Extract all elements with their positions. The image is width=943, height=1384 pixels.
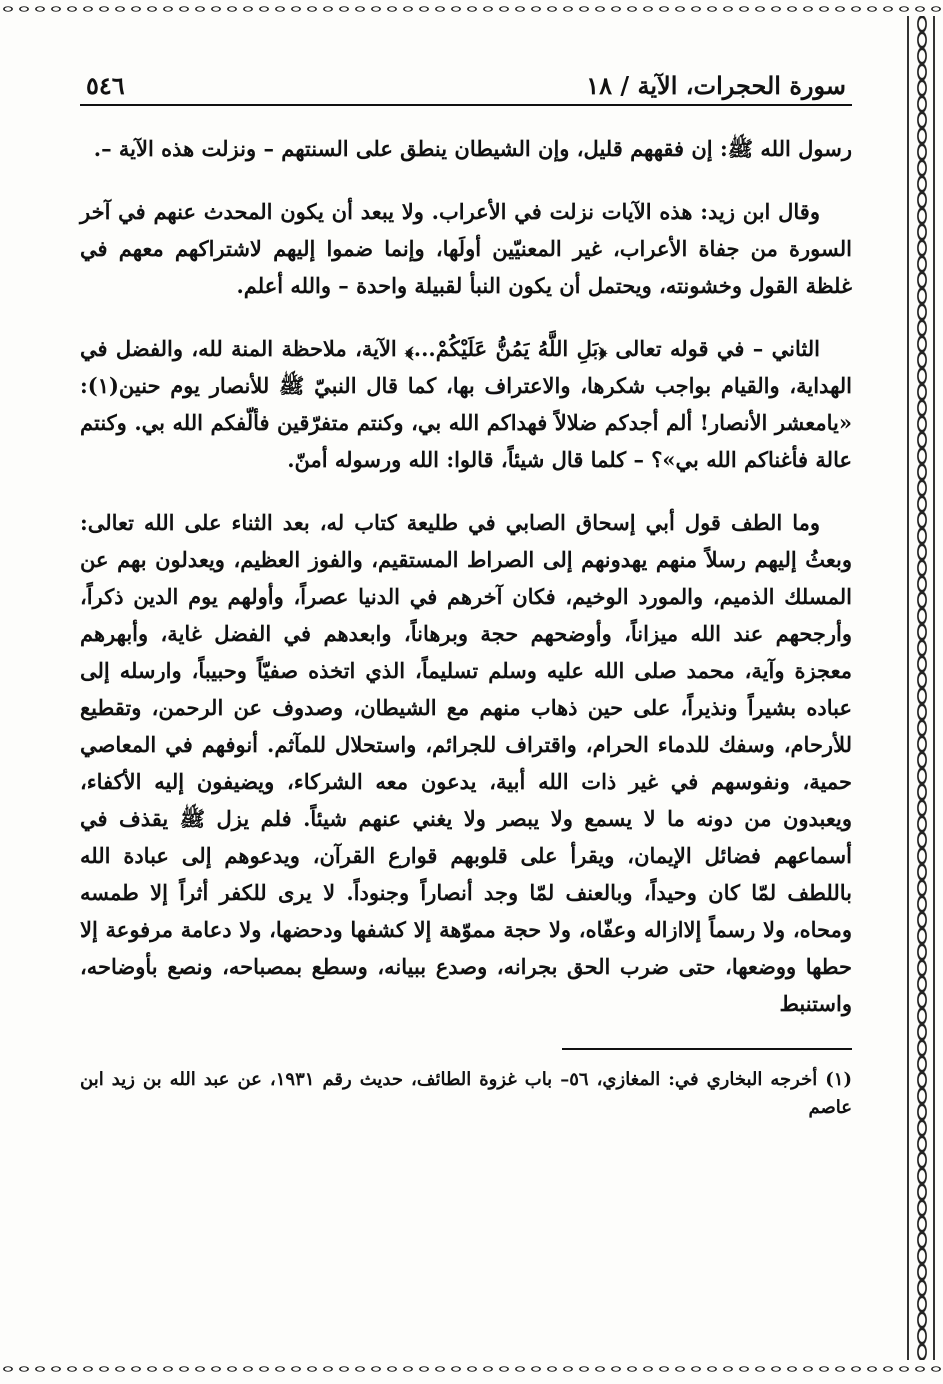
paragraph-3: الثاني – في قوله تعالى ﴿بَلِ اللَّهُ يَمُنُّ عَلَيْكُمْ...﴾ الآية، ملاحظة المنة لله، والفضل في الهداية، والقيام بواجب شكرها، والاعتراف بها، كما قال النبيّ ﷺ للأنصار يوم حنين(١): «يامعشر الأنصار! ألم أجدكم ضلالاً فهداكم الله بي، وكنتم متفرّقين فألّفكم الله بي. وكنتم عالة فأغناكم الله بي»؟ – كلما قال شيئاً، قالوا: الله ورسوله أمنّ. <box>80 336 852 472</box>
footnote-divider <box>562 1048 852 1050</box>
footnote: (١) أخرجه البخاري في: المغازي، ٥٦– باب غزوة الطائف، حديث رقم ١٩٣١، عن عبد الله بن زيد ابن عاصم <box>80 1069 852 1118</box>
right-border-inner-line <box>907 16 909 1360</box>
bottom-chain-border <box>0 1362 943 1376</box>
top-chain-border <box>0 2 943 16</box>
paragraph-4: وما الطف قول أبي إسحاق الصابي في طليعة كتاب له، بعد الثناء على الله تعالى: وبعثُ إليهم رسلاً منهم يهدونهم إلى الصراط المستقيم، والفوز العظيم، ويعدلون بهم عن المسلك الذميم، والمورد الوخيم، فكان آخرهم في الدنيا عصراً، وأولهم يوم الدين ذكراً، وأرجحهم عند الله ميزاناً، وأوضحهم حجة وبرهاناً، وابعدهم في الفضل غاية، وأبهرهم معجزة وآية، محمد صلى الله عليه وسلم تسليماً، الذي اتخذه صفيّاً وحبيباً، وارسله إلى عباده بشيراً ونذيراً، على حين ذهاب منهم مع الشيطان، وصدوف عن الرحمن، وتقطيع للأرحام، وسفك للدماء الحرام، واقتراف للجرائم، واستحلال للمآثم. أنوفهم في المعاصي حمية، ونفوسهم في غير ذات الله أبية، يدعون معه الشركاء، ويضيفون إليه الأكفاء، ويعبدون من دونه ما لا يسمع ولا يبصر ولا يغني عنهم شيئاً. فلم يزل ﷺ يقذف في أسماعهم فضائل الإيمان، ويقرأ على قلوبهم قوارع القرآن، ويدعوهم إلى عبادة الله باللطف لمّا كان وحيداً، وبالعنف لمّا وجد أنصاراً وجنوداً. لا يرى للكفر أثراً إلا طمسه ومحاه، ولا رسماً إلاازاله وعفّاه، ولا حجة مموّهة إلا كشفها ودحضها، ولا دعامة مرفوعة إلا حطها ووضعها، حتى ضرب الحق بجرانه، وصدع ببيانه، وسطع بمصباحه، ونصع بأوضاحه، واستنبط <box>80 510 852 1016</box>
page-number: ٥٤٦ <box>86 71 125 100</box>
page-header <box>80 60 852 106</box>
running-title: سورة الحجرات، الآية / ١٨ <box>586 71 846 100</box>
right-chain-border <box>913 16 931 1360</box>
paragraph-2: وقال ابن زيد: هذه الآيات نزلت في الأعراب. ولا يبعد أن يكون المحدث عنهم في آخر السورة من جفاة الأعراب، غير المعنيّين أولَها، وإنما ضموا إليهم لاشتراكهم معهم في غلظة القول وخشونته، ويحتمل أن يكون النبأ لقبيلة واحدة – والله أعلم. <box>80 199 852 298</box>
body-text <box>80 130 852 1022</box>
paragraph-1: رسول الله ﷺ: إن فقههم قليل، وإن الشيطان ينطق على السنتهم – ونزلت هذه الآية –. <box>93 136 852 161</box>
page-content <box>80 60 852 1122</box>
right-border-outer-line <box>933 16 935 1360</box>
